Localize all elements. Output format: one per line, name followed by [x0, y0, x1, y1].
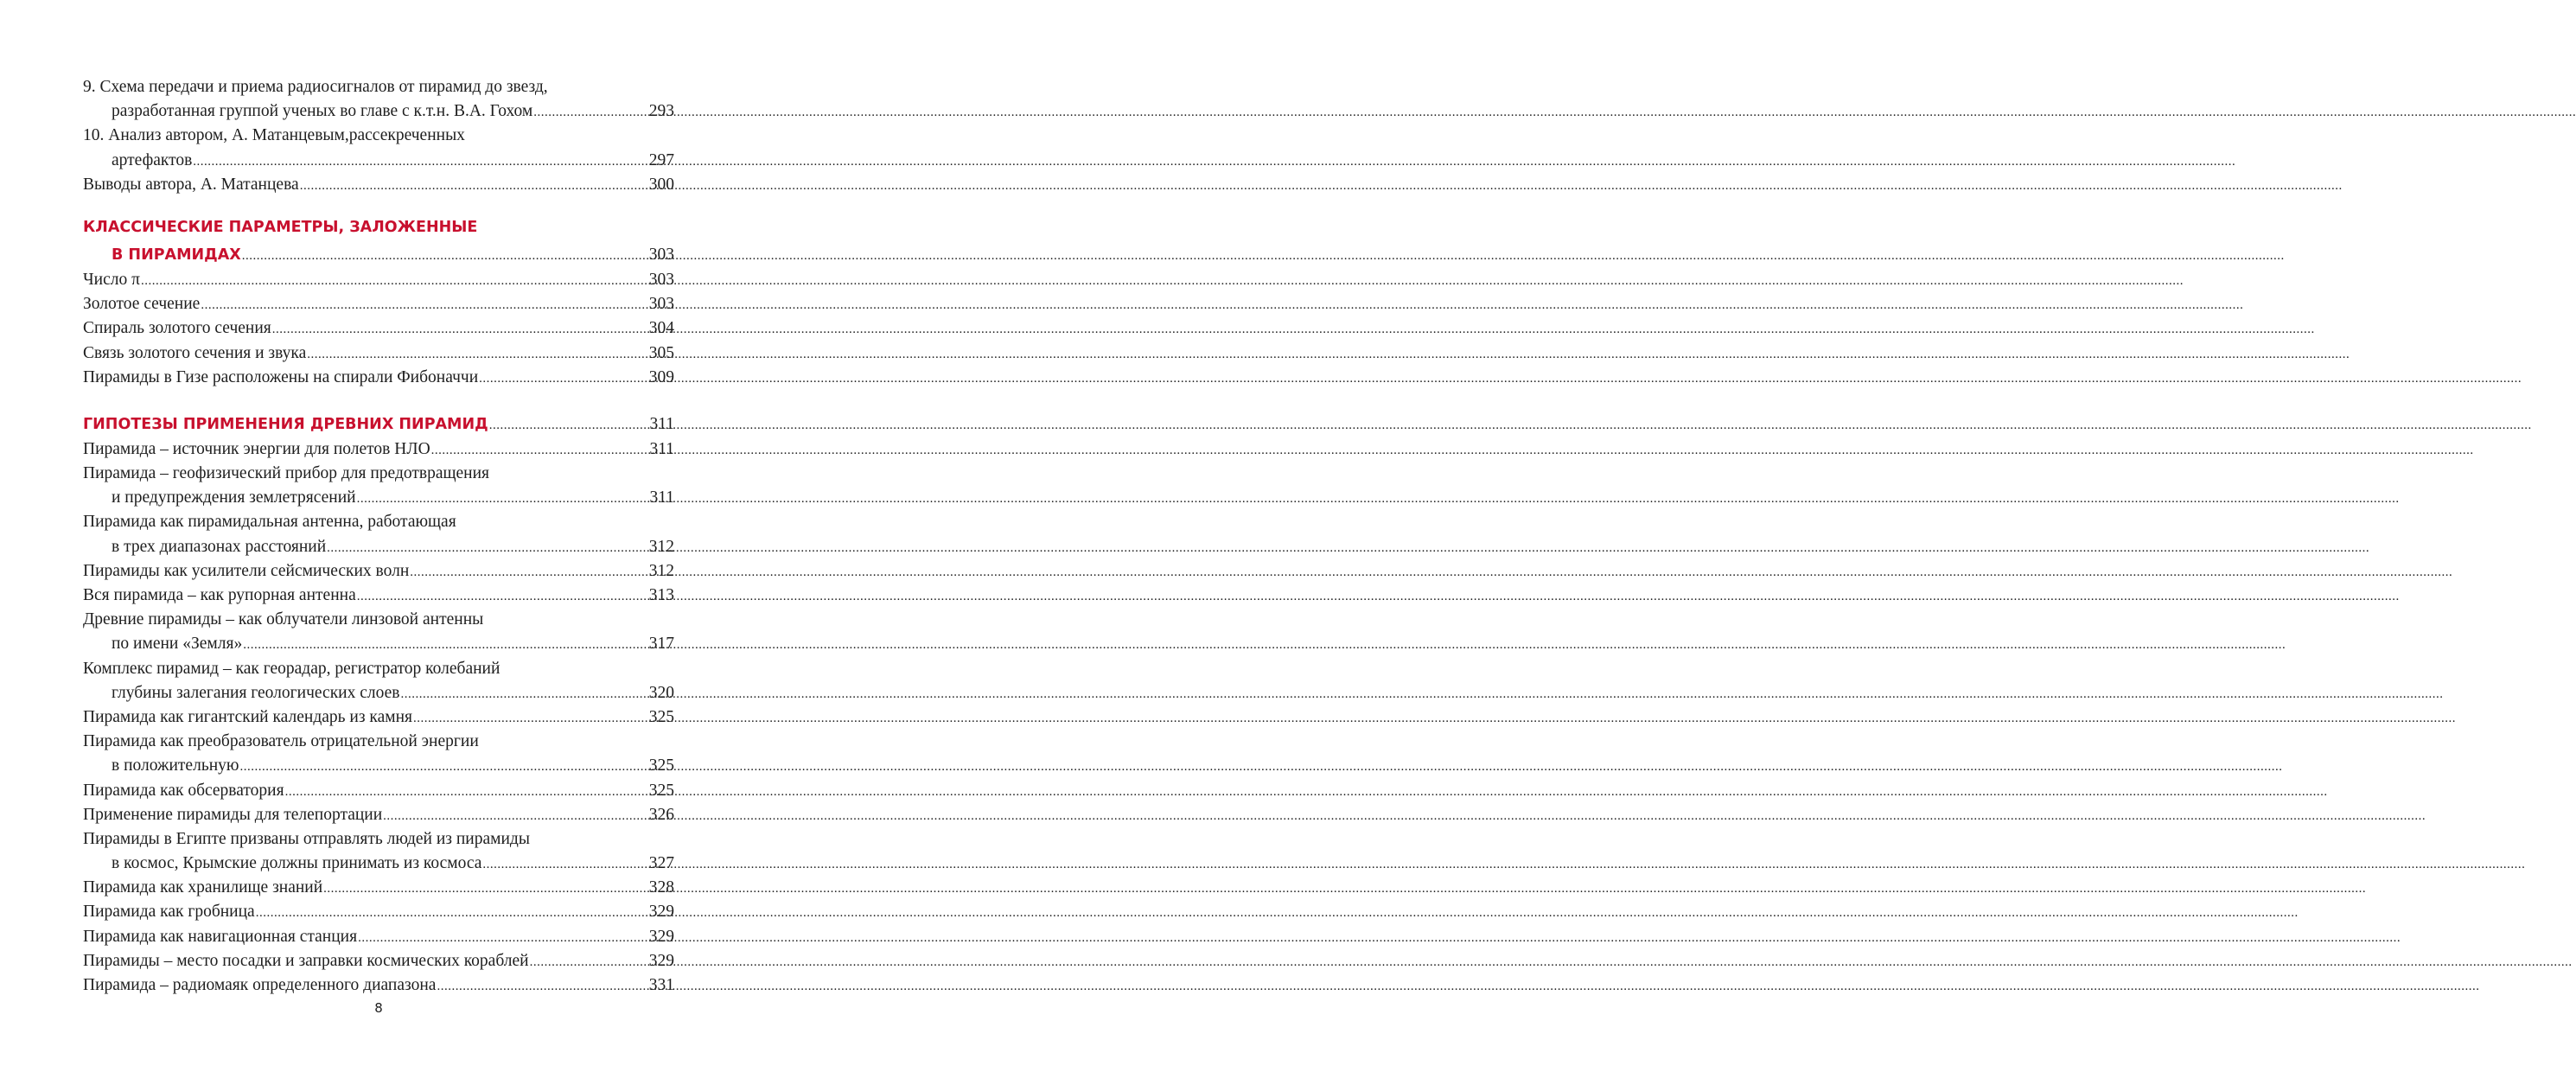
toc-entry-title: Вся пирамида – как рупорная антенна: [83, 586, 356, 604]
dot-leader: [243, 633, 648, 657]
toc-entry-page: 328: [648, 878, 674, 897]
toc-entry-page: 304: [648, 319, 674, 338]
dot-leader: [327, 536, 648, 560]
toc-entry-page: 312: [648, 537, 674, 556]
toc-entry-page: 303: [648, 270, 674, 289]
toc-entry: [83, 341, 674, 366]
dot-leader: [300, 174, 648, 198]
dot-leader: [357, 487, 649, 511]
toc-entry-page: 311: [649, 488, 674, 507]
dot-leader: [256, 901, 648, 925]
toc-entry-page: 325: [648, 781, 674, 800]
toc-entry: [83, 124, 674, 148]
toc-entry-title: Пирамиды – место посадки и заправки космических кораблей: [83, 951, 529, 970]
toc-entry: [83, 657, 674, 681]
toc-entry-title: 9. Схема передачи и приема радиосигналов от пирамид до звезд,: [83, 78, 548, 96]
toc-entry-title: и предупреждения землетрясений: [112, 488, 356, 507]
toc-entry-title: разработанная группой ученых во главе с к.т.н. В.А. Гохом: [112, 102, 533, 121]
page-number: 8: [374, 1000, 383, 1016]
section-spacer: [83, 390, 674, 411]
toc-entry: [83, 437, 674, 462]
toc-entry: [83, 754, 674, 778]
toc-entry: [83, 632, 674, 656]
dot-leader: [307, 342, 648, 367]
toc-entry-page: 329: [648, 903, 674, 922]
toc-entry-page: 326: [648, 805, 674, 824]
toc-entry-title: Число π: [83, 270, 140, 289]
dot-leader: [242, 243, 648, 270]
toc-entry: [83, 803, 674, 827]
dot-leader: [357, 584, 648, 609]
toc-entry: [83, 973, 674, 998]
dot-leader: [489, 412, 649, 439]
dot-leader: [482, 852, 647, 877]
toc-entry-page: 325: [648, 756, 674, 775]
toc-entry: [83, 316, 674, 341]
dot-leader: [239, 755, 647, 779]
toc-entry-title: в трех диапазонах расстояний: [112, 537, 327, 556]
toc-entry: [83, 173, 674, 197]
toc-entry-title: Спираль золотого сечения: [83, 319, 271, 338]
dot-leader: [383, 804, 648, 828]
toc-entry-title: Древние пирамиды – как облучатели линзовой антенны: [83, 610, 484, 629]
table-of-contents: [83, 75, 674, 998]
toc-entry-title: Связь золотого сечения и звука: [83, 343, 307, 362]
toc-entry-title: Пирамида – радиомаяк определенного диапазона: [83, 976, 437, 994]
dot-leader: [400, 682, 647, 706]
toc-entry-page: 325: [648, 707, 674, 726]
toc-entry: [83, 779, 674, 803]
dot-leader: [431, 438, 649, 463]
toc-entry: [83, 99, 674, 124]
toc-entry: [83, 949, 674, 973]
section-heading: [83, 214, 674, 241]
toc-entry: [83, 149, 674, 173]
toc-entry-title: в космос, Крымские должны принимать из космоса: [112, 854, 482, 873]
toc-entry: [83, 705, 674, 730]
toc-entry-title: Выводы автора, А. Матанцева: [83, 175, 299, 194]
section-items: [83, 268, 674, 390]
dot-leader: [358, 926, 648, 950]
toc-entry: [83, 75, 674, 99]
toc-entry-title: 10. Анализ автором, А. Матанцевым,рассекреченных: [83, 126, 465, 145]
toc-entry-title: Пирамиды в Гизе расположены на спирали Фибоначчи: [83, 367, 479, 386]
toc-entry-title: Пирамида – геофизический прибор для предотвращения: [83, 464, 490, 483]
dot-leader: [437, 974, 647, 999]
dot-leader: [323, 877, 648, 901]
toc-entry-page: 320: [648, 683, 674, 702]
toc-entry-page: 297: [648, 150, 674, 169]
toc-entry: [83, 268, 674, 292]
dot-leader: [272, 317, 648, 341]
toc-entry: [83, 510, 674, 534]
toc-entry: [83, 584, 674, 608]
toc-entry: [83, 292, 674, 316]
dot-leader: [193, 150, 647, 174]
toc-entry-title: глубины залегания геологических слоев: [112, 683, 400, 702]
dot-leader: [479, 367, 648, 391]
toc-entry-page: 312: [648, 561, 674, 580]
toc-entry: [83, 827, 674, 852]
toc-entry-page: 327: [648, 854, 674, 873]
section-heading-text: ГИПОТЕЗЫ ПРИМЕНЕНИЯ ДРЕВНИХ ПИРАМИД: [83, 415, 488, 433]
toc-entry-page: 305: [648, 343, 674, 362]
section-heading-page: 311: [649, 414, 674, 433]
dot-leader: [530, 950, 648, 974]
toc-entry-page: 329: [648, 951, 674, 970]
toc-entry-title: Пирамиды в Египте призваны отправлять людей из пирамиды: [83, 829, 530, 848]
toc-entry-page: 309: [648, 367, 674, 386]
section-heading: [83, 241, 674, 268]
toc-entry-title: Пирамида как гробница: [83, 903, 255, 922]
toc-entry: [83, 535, 674, 559]
section-heading-page: 303: [648, 245, 674, 264]
toc-entry-title: Пирамида – источник энергии для полетов НЛО: [83, 439, 430, 458]
toc-entry-page: 311: [649, 439, 674, 458]
toc-entry-page: 329: [648, 927, 674, 946]
toc-entry-title: Пирамида как преобразователь отрицательной энергии: [83, 732, 479, 751]
dot-leader: [285, 780, 648, 804]
toc-entry-page: 293: [648, 102, 674, 121]
toc-entry-title: в положительную: [112, 756, 239, 775]
dot-leader: [410, 560, 647, 584]
toc-entry-title: Пирамиды как усилители сейсмических волн: [83, 561, 410, 580]
dot-leader: [201, 293, 647, 317]
dot-leader: [141, 269, 648, 293]
toc-entry: [83, 559, 674, 584]
toc-entry: [83, 900, 674, 924]
toc-entry-page: 313: [648, 586, 674, 604]
toc-entry-title: Золотое сечение: [83, 295, 201, 314]
toc-entry: [83, 486, 674, 510]
toc-entry: [83, 366, 674, 390]
toc-entry: [83, 876, 674, 900]
section-spacer: [83, 197, 674, 214]
toc-entry-title: Комплекс пирамид – как георадар, регистратор колебаний: [83, 659, 501, 678]
section-heading: [83, 411, 674, 437]
section-heading-text: КЛАССИЧЕСКИЕ ПАРАМЕТРЫ, ЗАЛОЖЕННЫЕ: [83, 218, 478, 236]
dot-leader: [533, 100, 648, 124]
toc-entry-page: 303: [648, 295, 674, 314]
toc-entry: [83, 925, 674, 949]
section-items: [83, 437, 674, 998]
toc-entry-title: Пирамида как навигационная станция: [83, 927, 358, 946]
dot-leader: [413, 706, 648, 731]
toc-entry-title: Пирамида как пирамидальная антенна, работающая: [83, 513, 456, 532]
toc-entry: [83, 462, 674, 486]
toc-entry-title: Пирамида как хранилище знаний: [83, 878, 323, 897]
toc-entry-title: по имени «Земля»: [112, 635, 243, 654]
toc-entry-title: Применение пирамиды для телепортации: [83, 805, 383, 824]
toc-entry-title: Пирамида как гигантский календарь из камня: [83, 707, 413, 726]
section-heading-text: В ПИРАМИДАХ: [112, 246, 241, 264]
toc-entry: [83, 730, 674, 754]
toc-entry-title: артефактов: [112, 150, 193, 169]
toc-entry: [83, 608, 674, 632]
toc-entry: [83, 852, 674, 876]
toc-entry-page: 300: [648, 175, 674, 194]
toc-entry-title: Пирамида как обсерватория: [83, 781, 284, 800]
toc-entry-page: 331: [648, 976, 674, 994]
toc-entry: [83, 681, 674, 705]
toc-entry-page: 317: [648, 635, 674, 654]
